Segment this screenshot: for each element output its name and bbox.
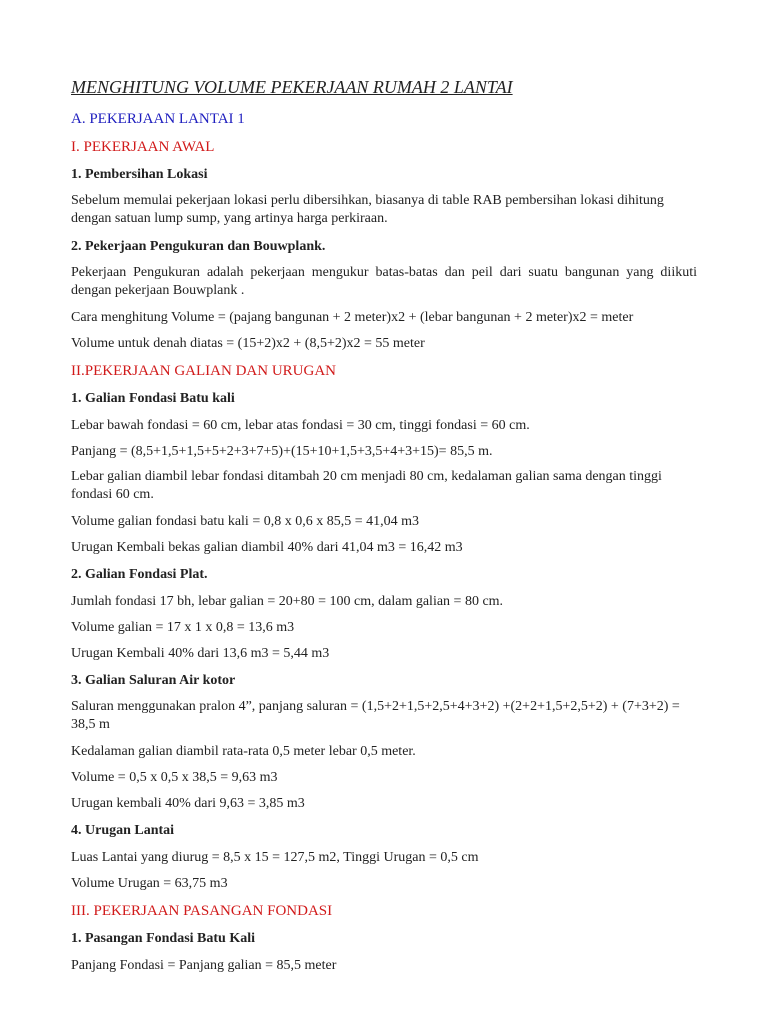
paragraph: Saluran menggunakan pralon 4”, panjang saluran = (1,5+2+1,5+2,5+4+3+2) +(2+2+1,5+2,5+2) + (7+3+2) = 38,5 m: [71, 699, 680, 732]
paragraph: Sebelum memulai pekerjaan lokasi perlu dibersihkan, biasanya di table RAB pembersihan lokasi dihitung dengan satuan lump sump, yang artinya harga perkiraan.: [71, 193, 664, 226]
paragraph: Volume galian = 17 x 1 x 0,8 = 13,6 m3: [71, 620, 295, 635]
section-2-heading: II.PEKERJAAN GALIAN DAN URUGAN: [71, 363, 336, 379]
section-1-heading: I. PEKERJAAN AWAL: [71, 139, 215, 155]
paragraph: Panjang = (8,5+1,5+1,5+5+2+3+7+5)+(15+10+1,5+3,5+4+3+15)= 85,5 m.: [71, 444, 493, 459]
section-3-heading: III. PEKERJAAN PASANGAN FONDASI: [71, 903, 333, 919]
paragraph: Urugan kembali 40% dari 9,63 = 3,85 m3: [71, 796, 305, 811]
item-title: 1. Galian Fondasi Batu kali: [71, 391, 235, 406]
paragraph: Panjang Fondasi = Panjang galian = 85,5 meter: [71, 958, 337, 973]
formula-line: Cara menghitung Volume = (pajang bangunan + 2 meter)x2 + (lebar bangunan + 2 meter)x2 = meter: [71, 310, 634, 325]
paragraph: Volume = 0,5 x 0,5 x 38,5 = 9,63 m3: [71, 770, 278, 785]
item-title: 1. Pembersihan Lokasi: [71, 167, 208, 182]
paragraph: Lebar galian diambil lebar fondasi ditambah 20 cm menjadi 80 cm, kedalaman galian sama dengan tinggi fondasi 60 cm.: [71, 469, 662, 502]
paragraph: Volume Urugan = 63,75 m3: [71, 876, 228, 891]
paragraph: Jumlah fondasi 17 bh, lebar galian = 20+80 = 100 cm, dalam galian = 80 cm.: [71, 594, 504, 609]
paragraph: Lebar bawah fondasi = 60 cm, lebar atas fondasi = 30 cm, tinggi fondasi = 60 cm.: [71, 418, 530, 433]
result-line: Volume untuk denah diatas = (15+2)x2 + (8,5+2)x2 = 55 meter: [71, 336, 425, 351]
paragraph: Pekerjaan Pengukuran adalah pekerjaan mengukur batas-batas dan peil dari suatu bangunan yang diikuti dengan pekerjaan Bouwplank .: [71, 265, 697, 298]
item-title: 1. Pasangan Fondasi Batu Kali: [71, 931, 255, 946]
paragraph: Urugan Kembali 40% dari 13,6 m3 = 5,44 m3: [71, 646, 330, 661]
page-title: MENGHITUNG VOLUME PEKERJAAN RUMAH 2 LANTAI: [71, 77, 513, 97]
paragraph: Volume galian fondasi batu kali = 0,8 x 0,6 x 85,5 = 41,04 m3: [71, 514, 419, 529]
item-title: 2. Galian Fondasi Plat.: [71, 567, 208, 582]
item-title: 2. Pekerjaan Pengukuran dan Bouwplank.: [71, 239, 326, 254]
paragraph: Luas Lantai yang diurug = 8,5 x 15 = 127,5 m2, Tinggi Urugan = 0,5 cm: [71, 850, 479, 865]
document-body: [71, 74, 697, 982]
item-title: 3. Galian Saluran Air kotor: [71, 673, 236, 688]
section-a-heading: A. PEKERJAAN LANTAI 1: [71, 111, 245, 127]
item-title: 4. Urugan Lantai: [71, 823, 175, 838]
paragraph: Kedalaman galian diambil rata-rata 0,5 meter lebar 0,5 meter.: [71, 744, 416, 759]
paragraph: Urugan Kembali bekas galian diambil 40% dari 41,04 m3 = 16,42 m3: [71, 540, 463, 555]
